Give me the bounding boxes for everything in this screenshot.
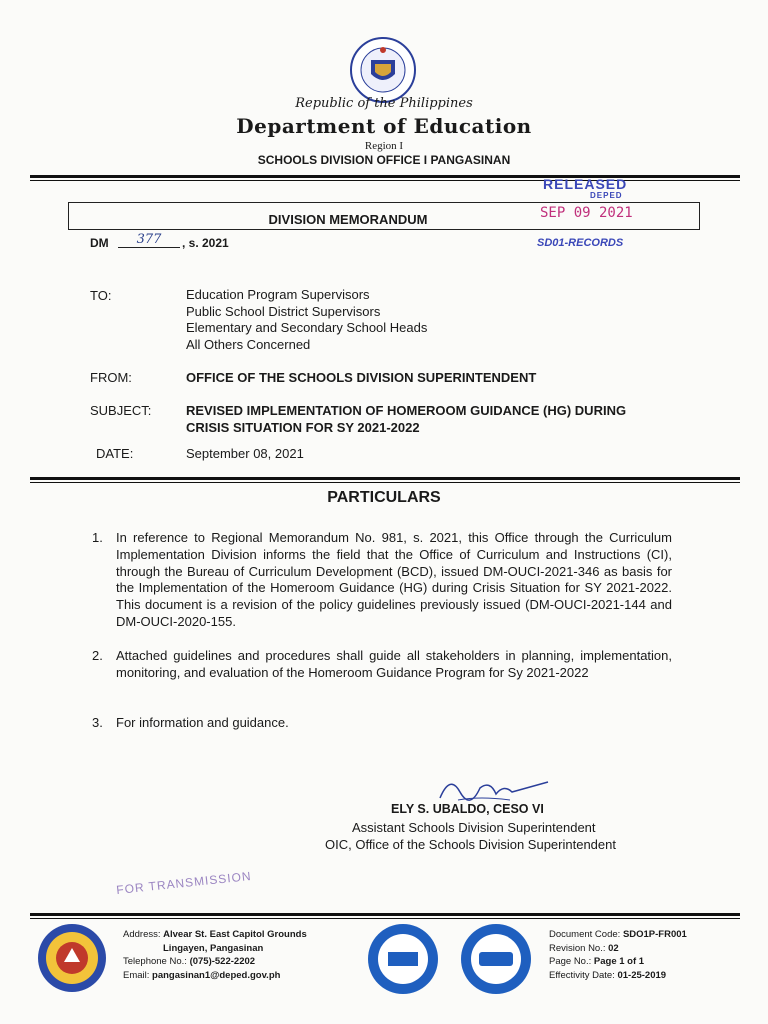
particular-item <box>92 648 672 682</box>
dm-year: , s. 2021 <box>182 236 229 250</box>
transmission-stamp: FOR TRANSMISSION <box>115 868 253 898</box>
footer-address-block <box>123 928 307 982</box>
particulars-divider <box>30 477 740 480</box>
address-value-2: Lingayen, Pangasinan <box>163 942 264 954</box>
address-value: Alvear St. East Capitol Grounds <box>163 929 307 940</box>
particulars-divider-thin <box>30 482 740 483</box>
particulars-heading: PARTICULARS <box>327 489 441 506</box>
telephone-label: Telephone No.: <box>123 956 187 967</box>
item-text: For information and guidance. <box>116 715 289 730</box>
revision-value: 02 <box>608 942 619 954</box>
footer-divider <box>30 913 740 916</box>
region-label: Region I <box>364 140 404 152</box>
records-stamp: SD01-RECORDS <box>537 237 624 249</box>
particular-item <box>92 715 672 732</box>
memo-title: DIVISION MEMORANDUM <box>268 212 428 227</box>
effectivity-value: 01-25-2019 <box>617 969 667 981</box>
telephone-value: (075)-522-2202 <box>189 956 256 967</box>
address-label: Address: <box>123 929 161 940</box>
recipient: Education Program Supervisors <box>186 287 370 302</box>
page-value: Page 1 of 1 <box>593 956 645 967</box>
doc-code-value: SDO1P-FR001 <box>622 929 687 940</box>
particular-item <box>92 530 672 631</box>
dm-number: 377 <box>118 232 180 248</box>
doc-code-label: Document Code: <box>549 929 621 940</box>
effectivity-label: Effectivity Date: <box>549 969 615 981</box>
recipient: All Others Concerned <box>186 336 311 352</box>
email-label: Email: <box>123 969 150 981</box>
released-stamp-deped: DEPED <box>590 191 623 200</box>
office-heading: SCHOOLS DIVISION OFFICE I PANGASINAN <box>257 153 511 167</box>
to-label: TO: <box>90 288 112 303</box>
item-text: In reference to Regional Memorandum No. 981, s. 2021, this Office through the Curriculum Implementation Division informs the field that the Office of Curriculum and Instructions (CI), through the Bureau of Curriculum Development (BCD), issued DM-OUCI-2021-346 as basis for the Implementation of the Homeroom Guidance (HG) during Crisis Situation for SY 2021-2022. This document is a revision of the policy guidelines previously issued (DM-OUCI-2021-144 and DM-OUCI-2020-155. <box>116 530 672 629</box>
subject-value <box>186 403 626 436</box>
document-control-block <box>549 928 687 982</box>
from-value: OFFICE OF THE SCHOOLS DIVISION SUPERINTENDENT <box>186 370 537 385</box>
page-label: Page No.: <box>549 956 592 967</box>
signatory-title: Assistant Schools Division Superintendent <box>352 820 596 835</box>
recipient: Public School District Supervisors <box>186 303 381 319</box>
released-stamp: RELEASED <box>543 176 628 192</box>
header-divider-thin <box>30 180 740 181</box>
date-label: DATE: <box>96 446 134 461</box>
signatory-name: ELY S. UBALDO, CESO VI <box>391 802 544 816</box>
republic-heading: Republic of the Philippines <box>295 96 473 111</box>
subject-line: CRISIS SITUATION FOR SY 2021-2022 <box>186 419 420 435</box>
dqs-certification-logo <box>366 922 440 996</box>
item-number: 3. <box>92 715 103 730</box>
to-recipients <box>186 287 427 353</box>
recipient: Elementary and Secondary School Heads <box>186 320 428 335</box>
revision-label: Revision No.: <box>549 942 606 954</box>
footer-divider-thin <box>30 918 740 919</box>
from-label: FROM: <box>90 370 132 385</box>
subject-label: SUBJECT: <box>90 403 152 418</box>
iqnet-certification-logo <box>459 922 533 996</box>
deped-seal-logo <box>349 36 417 104</box>
released-stamp-date: SEP 09 2021 <box>540 205 633 221</box>
item-number: 2. <box>92 648 103 663</box>
signatory-title: OIC, Office of the Schools Division Superintendent <box>325 837 616 852</box>
dm-label: DM <box>90 236 109 250</box>
department-heading: Department of Education <box>236 114 532 138</box>
subject-line: REVISED IMPLEMENTATION OF HOMEROOM GUIDANCE (HG) DURING <box>186 403 627 418</box>
email-value: pangasinan1@deped.gov.ph <box>152 969 281 981</box>
date-value: September 08, 2021 <box>186 446 304 461</box>
sdo-pangasinan-logo <box>36 922 108 994</box>
item-text: Attached guidelines and procedures shall guide all stakeholders in planning, implementation, monitoring, and evaluation of the Homeroom Guidance Program for Sy 2021-2022 <box>116 648 672 680</box>
item-number: 1. <box>92 530 103 545</box>
header-divider <box>30 175 740 178</box>
